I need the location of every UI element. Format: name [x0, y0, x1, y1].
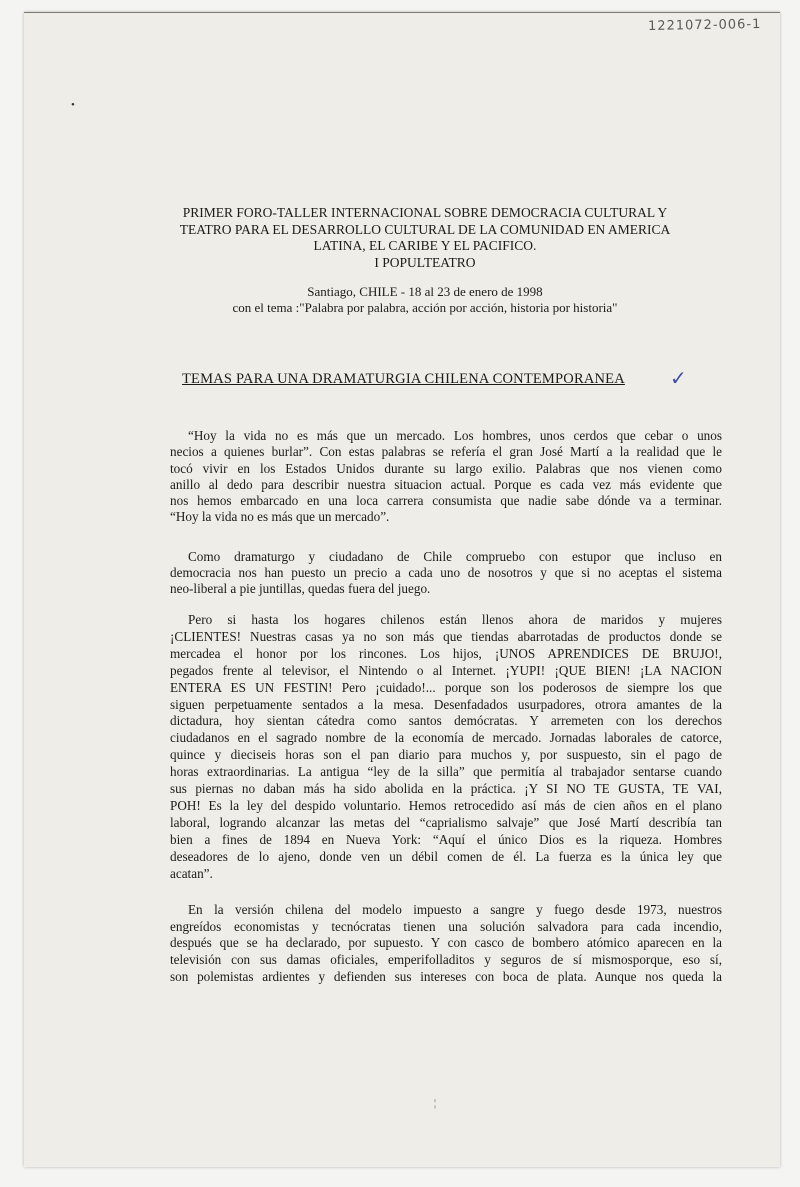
text-line: siguen perpetuamente sentados a la mesa. Desenfadados usurpadores, otrora amantes de la	[170, 696, 722, 712]
text-line: son polemistas ardientes y defienden sus intereses con boca de plata. Aunque nos queda la	[170, 968, 722, 984]
text-line: acatan”.	[170, 865, 213, 881]
title-line: TEATRO PARA EL DESARROLLO CULTURAL DE LA COMUNIDAD EN AMERICA	[179, 221, 671, 237]
text-line: ¡CLIENTES! Nuestras casas ya no son más que tiendas abarrotadas de productos donde se	[170, 628, 722, 644]
text-line: laboral, logrando alcanzar las metas del “caprialismo salvaje” que José Martí describía tan	[170, 814, 722, 830]
text-line: necios a quienes burlar”. Con estas palabras se refería el gran José Martí a la realidad que le	[170, 444, 722, 460]
text-line: pegados frente al televisor, el Nintendo o al Internet. ¡YUPI! ¡QUE BIEN! ¡LA NACION	[170, 662, 722, 678]
archive-code: 1221072-006-1	[647, 17, 762, 34]
text-line: deseadores de lo ajeno, donde ven un débil comen de él. La fuerza es la única ley que	[170, 848, 722, 864]
text-line: neo-liberal a pie juntillas, quedas fuera del juego.	[170, 581, 431, 596]
paragraph-3	[170, 612, 722, 883]
paragraph-1	[170, 428, 722, 526]
text-line: dictadura, hoy sientan cátedra como santos demócratas. Y arremeten con los derechos	[170, 713, 722, 729]
text-line: televisión con sus damas oficiales, emperifolladitos y seguros de sí mismosporque, eso sí,	[170, 952, 722, 968]
text-line: “Hoy la vida no es más que un mercado. Los hombres, unos cerdos que cebar o unos	[188, 428, 722, 443]
theme: con el tema :"Palabra por palabra, acción por acción, historia por historia"	[232, 300, 618, 315]
text-line: bien a fines de 1894 en Nueva York: “Aquí el único Dios es la riqueza. Hombres	[170, 831, 722, 847]
text-line: mercadea el honor por los rincones. Los hijos, ¡UNOS APRENDICES DE BRUJO!,	[170, 645, 722, 661]
title-line: I POPULTEATRO	[374, 255, 476, 271]
text-line: tocó vivir en los Estados Unidos durante su largo exilio. Palabras que nos vienen como	[170, 460, 722, 476]
text-line: “Hoy la vida no es más que un mercado”.	[170, 509, 390, 525]
text-line: engreídos economistas y tecnócratas tienen una solución salvadora para cada incendio,	[170, 918, 722, 934]
check-mark-icon: ✓	[670, 366, 687, 390]
text-line: ciudadanos en el sagrado nombre de la economía de mercado. Jornadas laborales de catorce,	[170, 730, 722, 746]
text-line: Pero si hasta los hogares chilenos están llenos ahora de maridos y mujeres	[188, 612, 722, 627]
title-line: LATINA, EL CARIBE Y EL PACIFICO.	[313, 238, 537, 254]
paragraph-4	[170, 902, 722, 986]
margin-mark: •	[71, 99, 75, 111]
text-line: POH! Es la ley del despido voluntario. Hemos retrocedido así más de cien años en el plano	[170, 797, 722, 813]
title-line: PRIMER FORO-TALLER INTERNACIONAL SOBRE DEMOCRACIA CULTURAL Y	[182, 205, 668, 220]
text-line: nos hemos embarcado en una loca carrera consumista que nadie sabe dónde va a terminar.	[170, 493, 722, 509]
event-details	[140, 284, 710, 316]
paragraph-2	[170, 549, 722, 597]
text-line: quince y dieciseis horas son el pan diario para muchos y, por suspuesto, sin el pago de	[170, 747, 722, 763]
text-line: ENTERA ES UN FESTIN! Pero ¡cuidado!... porque son los poderosos de siempre los que	[170, 679, 722, 695]
text-line: anillo al dedo para describir nuestra situacion actual. Porque es cada vez más evidente que	[170, 476, 722, 492]
text-line: Como dramaturgo y ciudadano de Chile compruebo con estupor que incluso en	[188, 549, 722, 564]
text-line: En la versión chilena del modelo impuesto a sangre y fuego desde 1973, nuestros	[188, 902, 722, 917]
text-line: sus piernas no daban más ha sido abolida en la práctica. ¡Y SI NO TE GUSTA, TE VAI,	[170, 781, 722, 797]
event-title	[140, 205, 710, 272]
place-date: Santiago, CHILE - 18 al 23 de enero de 1998	[307, 284, 543, 299]
section-title: TEMAS PARA UNA DRAMATURGIA CHILENA CONTEMPORANEA	[182, 371, 625, 387]
text-line: después que se ha declarado, por supuesto. Y con casco de bombero atómico aparecen en la	[170, 935, 722, 951]
text-line: horas extraordinarias. La antigua “ley de la silla” que permitía al trabajador sentarse cuando	[170, 764, 722, 780]
text-line: democracia nos han puesto un precio a cada uno de nosotros y que si no aceptas el sistema	[170, 565, 722, 580]
page-mark: ¦	[434, 1098, 437, 1109]
